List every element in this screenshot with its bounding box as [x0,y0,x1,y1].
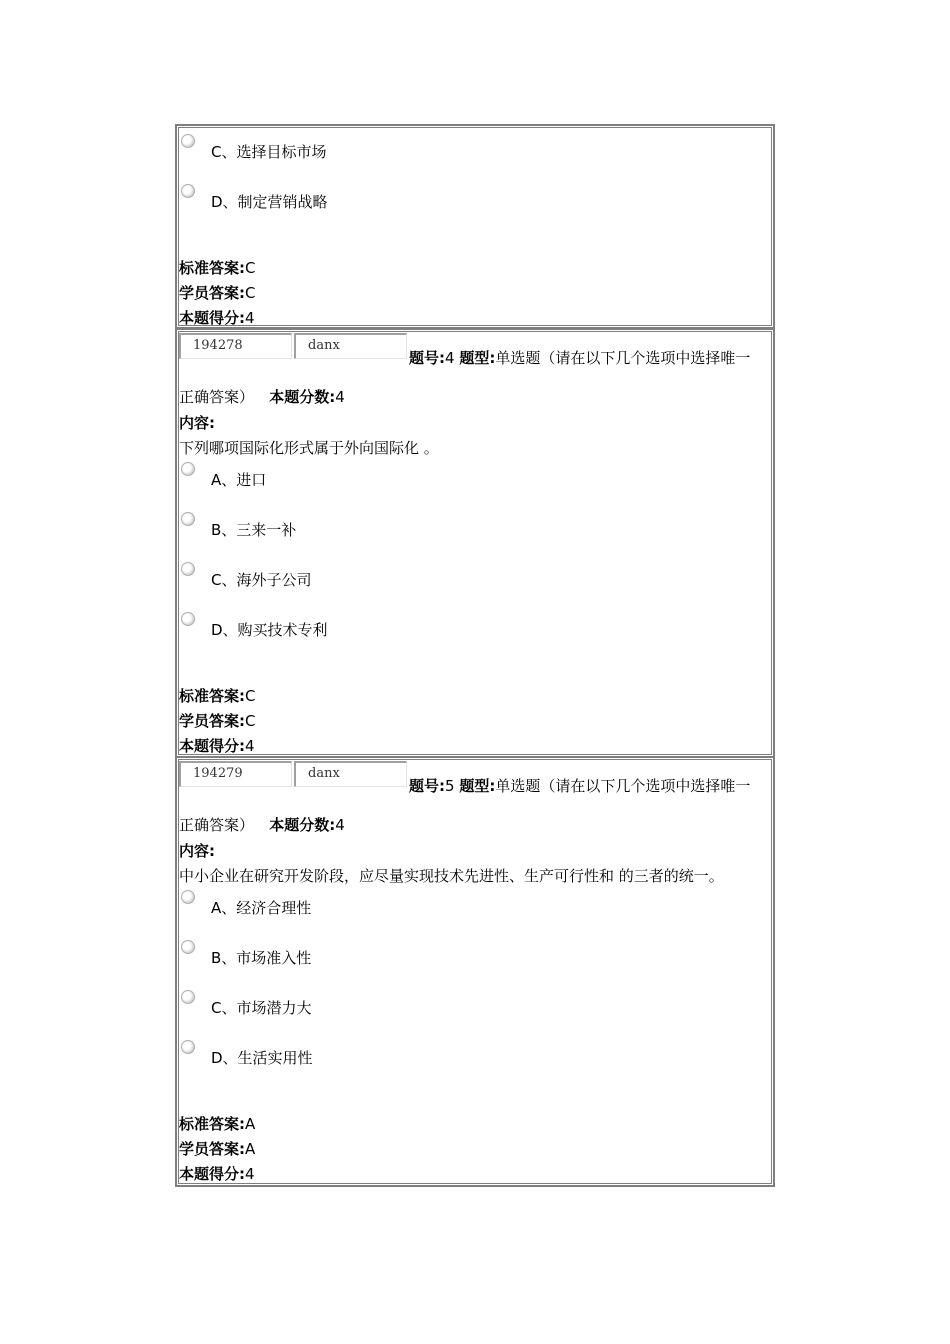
question-code-field[interactable]: danx [294,333,407,359]
option-c-label: C、海外子公司 [211,571,312,589]
question-header-cont: 正确答案） 本题分数:4 [179,388,345,406]
student-answer: 学员答案:C [179,284,256,302]
standard-answer: 标准答案:C [179,259,256,277]
option-c-radio[interactable] [181,990,195,1004]
question-header: 题号:5 题型:单选题（请在以下几个选项中选择唯一 [409,777,751,795]
option-b-radio[interactable] [181,940,195,954]
option-a-label: A、进口 [211,471,267,489]
standard-answer: 标准答案:C [179,687,256,705]
question-score: 本题得分:4 [179,309,255,327]
option-d-label: D、生活实用性 [211,1049,313,1067]
option-d-label: D、购买技术专利 [211,621,328,639]
content-label: 内容: [179,842,215,860]
standard-answer: 标准答案:A [179,1115,256,1133]
question-header: 题号:4 题型:单选题（请在以下几个选项中选择唯一 [409,349,751,367]
option-a-radio[interactable] [181,890,195,904]
option-a-label: A、经济合理性 [211,899,312,917]
option-b-radio[interactable] [181,512,195,526]
option-d-radio[interactable] [181,612,195,626]
option-d-radio[interactable] [181,1040,195,1054]
option-b-label: B、市场准入性 [211,949,312,967]
option-c-label: C、市场潜力大 [211,999,312,1017]
question-content: 下列哪项国际化形式属于外向国际化 。 [179,439,439,457]
question-id-field[interactable]: 194278 [179,333,292,359]
question-score: 本题得分:4 [179,737,255,755]
question-header-cont: 正确答案） 本题分数:4 [179,816,345,834]
question-content: 中小企业在研究开发阶段，应尽量实现技术先进性、生产可行性和 的三者的统一。 [179,867,724,885]
option-b-label: B、三来一补 [211,521,297,539]
question-3-panel [175,124,775,329]
option-a-radio[interactable] [181,462,195,476]
question-id-field[interactable]: 194279 [179,761,292,787]
question-code-field[interactable]: danx [294,761,407,787]
option-c-label: C、选择目标市场 [211,143,327,161]
option-c-radio[interactable] [181,562,195,576]
student-answer: 学员答案:A [179,1140,256,1158]
content-label: 内容: [179,414,215,432]
student-answer: 学员答案:C [179,712,256,730]
option-c-radio[interactable] [181,134,195,148]
option-d-radio[interactable] [181,184,195,198]
question-score: 本题得分:4 [179,1165,255,1183]
question-5-panel [175,756,775,1187]
question-4-panel [175,328,775,758]
option-d-label: D、制定营销战略 [211,193,328,211]
